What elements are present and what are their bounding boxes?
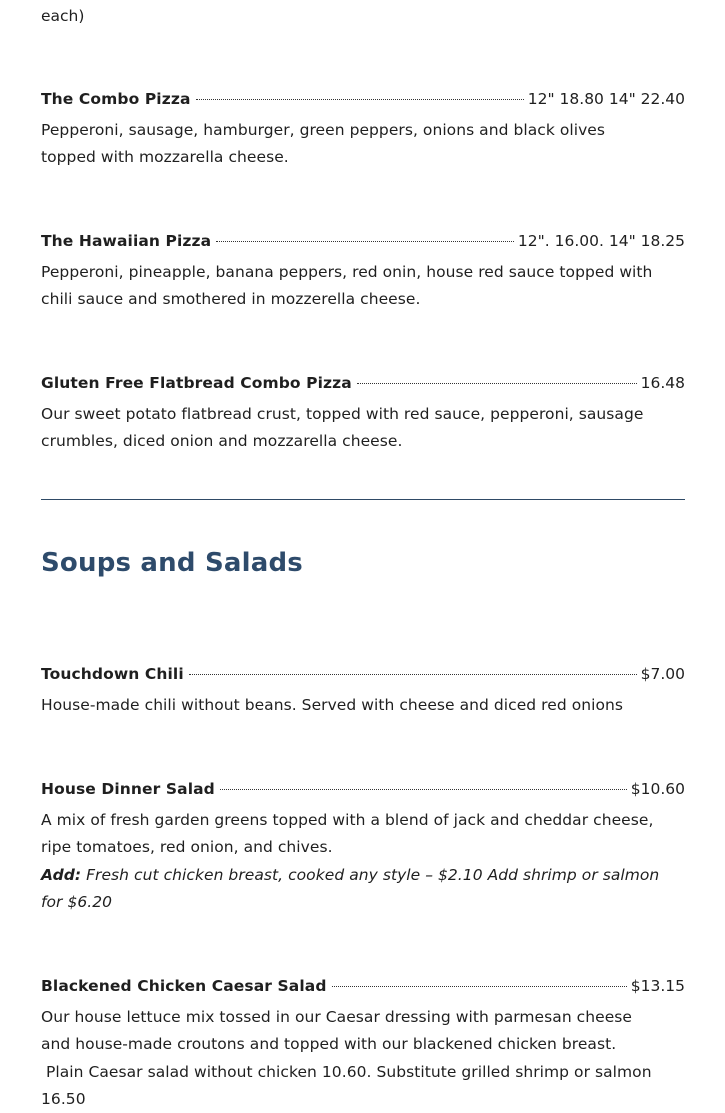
- item-name: The Hawaiian Pizza: [41, 232, 212, 250]
- description-line: chili sauce and smothered in mozzerella cheese.: [41, 290, 421, 309]
- description-line: and house-made croutons and topped with our blackened chicken breast.: [41, 1035, 617, 1054]
- description-line: Pepperoni, sausage, hamburger, green peppers, onions and black olives: [41, 121, 606, 139]
- description-line: crumbles, diced onion and mozzarella cheese.: [41, 432, 403, 451]
- item-description: [41, 1004, 685, 1113]
- item-description: [41, 117, 685, 172]
- item-price: 12" 18.80 14" 22.40: [527, 90, 685, 108]
- add-on-line: [41, 862, 685, 889]
- item-description: [41, 692, 685, 719]
- dot-leader: [189, 674, 637, 675]
- carryover-text: each): [41, 7, 85, 25]
- item-name: Blackened Chicken Caesar Salad: [41, 977, 327, 995]
- dot-leader: [196, 99, 524, 100]
- item-price: 12". 16.00. 14" 18.25: [517, 232, 685, 250]
- add-on-text: Fresh cut chicken breast, cooked any style – $2.10 Add shrimp or salmon: [81, 865, 660, 884]
- menu-item-combo-pizza: [41, 88, 685, 110]
- description-line: ripe tomatoes, red onion, and chives.: [41, 838, 333, 857]
- add-on-line: for $6.20: [41, 892, 113, 911]
- item-name: The Combo Pizza: [41, 90, 191, 108]
- item-name: Touchdown Chili: [41, 665, 184, 683]
- menu-item-gluten-free-flatbread: [41, 372, 685, 394]
- description-line: Our house lettuce mix tossed in our Caesar dressing with parmesan cheese: [41, 1008, 633, 1026]
- section-title: Soups and Salads: [41, 548, 303, 578]
- item-price: 16.48: [640, 374, 685, 392]
- dot-leader: [216, 241, 514, 242]
- add-label: Add:: [41, 865, 82, 884]
- description-line: Plain Caesar salad without chicken 10.60. Substitute grilled shrimp or salmon: [41, 1062, 652, 1081]
- description-line: topped with mozzarella cheese.: [41, 148, 289, 167]
- menu-item-touchdown-chili: [41, 663, 685, 685]
- dot-leader: [357, 383, 637, 384]
- item-description: [41, 401, 685, 456]
- description-line: 16.50: [41, 1089, 86, 1108]
- menu-item-house-dinner-salad: [41, 778, 685, 800]
- description-line: Our sweet potato flatbread crust, topped with red sauce, pepperoni, sausage: [41, 405, 644, 423]
- item-price: $13.15: [630, 977, 685, 995]
- description-line: A mix of fresh garden greens topped with a blend of jack and cheddar cheese,: [41, 811, 654, 829]
- item-description: [41, 807, 685, 916]
- item-description: [41, 259, 685, 314]
- menu-item-hawaiian-pizza: [41, 230, 685, 252]
- item-price: $10.60: [630, 780, 685, 798]
- menu-item-blackened-chicken-caesar: [41, 975, 685, 997]
- item-name: Gluten Free Flatbread Combo Pizza: [41, 374, 352, 392]
- section-divider: [41, 499, 685, 500]
- item-price: $7.00: [640, 665, 685, 683]
- dot-leader: [332, 986, 627, 987]
- description-line: Pepperoni, pineapple, banana peppers, red onin, house red sauce topped with: [41, 263, 653, 281]
- description-line: House-made chili without beans. Served with cheese and diced red onions: [41, 696, 624, 714]
- dot-leader: [220, 789, 627, 790]
- item-name: House Dinner Salad: [41, 780, 215, 798]
